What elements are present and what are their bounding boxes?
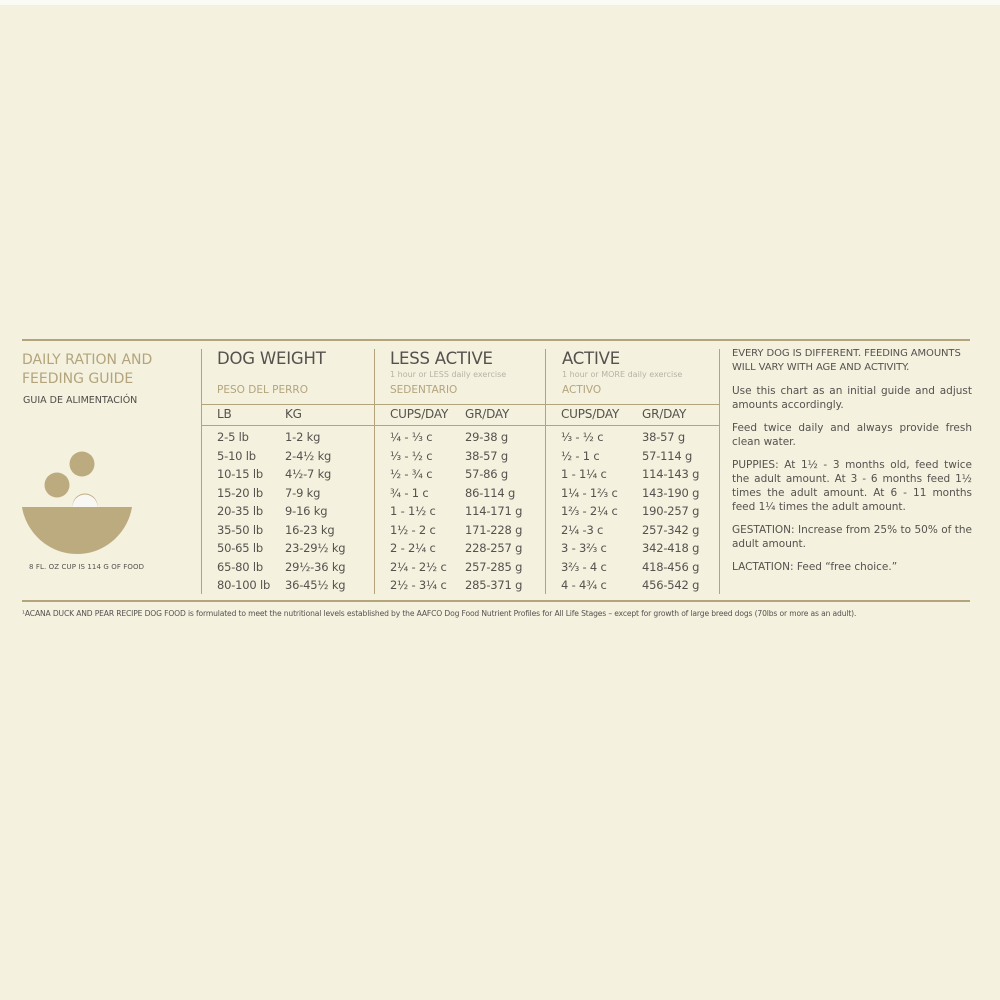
cell-act-cups: 4 - 4¾ c: [561, 578, 607, 592]
column-header-active-cups: CUPS/DAY: [561, 407, 620, 421]
header-rule-top: [201, 404, 719, 405]
column-header-kg: KG: [285, 407, 302, 421]
kibble-icon: [70, 452, 95, 477]
column-header-less-cups: CUPS/DAY: [390, 407, 449, 421]
cell-kg: 23-29½ kg: [285, 541, 346, 555]
table-row: [217, 465, 714, 484]
guide-subtitle: GUIA DE ALIMENTACIÓN: [23, 395, 138, 406]
section-title-less-active: LESS ACTIVE: [390, 349, 493, 368]
cell-act-cups: ½ - 1 c: [561, 448, 600, 463]
cell-kg: 4½-7 kg: [285, 467, 332, 481]
cell-act-gr: 257-342 g: [642, 522, 700, 537]
table-row: [217, 502, 714, 521]
cell-lb: 50-65 lb: [217, 541, 263, 555]
cell-less-cups: ¼ - ⅓ c: [390, 430, 433, 444]
section-title-active: ACTIVE: [562, 349, 620, 368]
section-spanish-less-active: SEDENTARIO: [390, 384, 458, 396]
table-row: [217, 484, 714, 503]
cell-less-gr: 86-114 g: [465, 485, 516, 500]
cell-act-cups: 2¼ -3 c: [561, 522, 604, 537]
note-puppies: PUPPIES: At 1½ - 3 months old, feed twice the adult amount. At 3 - 6 months feed 1½ times the adult amount. At 6 - 11 months feed 1¼ times the adult amount.: [732, 459, 972, 513]
table-row: [217, 521, 714, 540]
bottom-rule: [22, 600, 970, 602]
cell-less-cups: ½ - ¾ c: [390, 467, 433, 481]
table-row: [217, 539, 714, 558]
table-row: [217, 428, 714, 447]
bowl-shape: [22, 507, 132, 554]
top-strip: [0, 0, 1000, 5]
cell-less-cups: 2¼ - 2½ c: [390, 559, 447, 574]
cell-act-gr: 57-114 g: [642, 448, 693, 463]
table-row: [217, 558, 714, 577]
cell-act-gr: 418-456 g: [642, 559, 700, 574]
cell-less-cups: ⅓ - ½ c: [390, 448, 433, 463]
kibble-icon: [45, 473, 70, 498]
cell-less-cups: 1 - 1½ c: [390, 504, 436, 518]
cell-kg: 16-23 kg: [285, 522, 335, 537]
note-lactation: LACTATION: Feed “free choice.”: [732, 561, 898, 573]
cell-kg: 1-2 kg: [285, 430, 321, 444]
cell-kg: 9-16 kg: [285, 504, 328, 518]
food-bowl-icon: [20, 448, 136, 558]
section-sub-active: 1 hour or MORE daily exercise: [562, 370, 683, 379]
cell-act-cups: ⅓ - ½ c: [561, 430, 604, 444]
cell-lb: 65-80 lb: [217, 559, 263, 574]
cell-lb: 80-100 lb: [217, 578, 271, 592]
cell-less-gr: 285-371 g: [465, 578, 523, 592]
cell-lb: 5-10 lb: [217, 448, 256, 463]
cell-less-cups: ¾ - 1 c: [390, 485, 429, 500]
feeding-notes: [732, 347, 972, 574]
cell-act-gr: 456-542 g: [642, 578, 700, 592]
cell-less-gr: 29-38 g: [465, 430, 508, 444]
header-rule-bottom: [201, 425, 719, 426]
table-row: [217, 447, 714, 466]
section-spanish-active: ACTIVO: [562, 384, 602, 396]
note-every-dog: EVERY DOG IS DIFFERENT. FEEDING AMOUNTS WILL VARY WITH AGE AND ACTIVITY.: [732, 348, 961, 373]
column-header-active-gr: GR/DAY: [642, 407, 687, 421]
guide-title: DAILY RATION AND FEEDING GUIDE: [22, 352, 153, 387]
cell-act-cups: 1⅔ - 2¼ c: [561, 504, 618, 518]
cell-kg: 7-9 kg: [285, 485, 321, 500]
divider-weight: [201, 349, 202, 594]
section-title-dog-weight: DOG WEIGHT: [217, 349, 326, 368]
cell-act-cups: 1 - 1¼ c: [561, 467, 607, 481]
cell-act-gr: 114-143 g: [642, 467, 700, 481]
cell-lb: 10-15 lb: [217, 467, 263, 481]
cell-kg: 29½-36 kg: [285, 559, 346, 574]
note-gestation: GESTATION: Increase from 25% to 50% of the adult amount.: [732, 524, 972, 550]
top-rule: [22, 339, 970, 341]
cell-less-cups: 1½ - 2 c: [390, 522, 436, 537]
cell-less-gr: 114-171 g: [465, 504, 523, 518]
cell-less-gr: 171-228 g: [465, 522, 523, 537]
cell-act-cups: 3⅔ - 4 c: [561, 559, 607, 574]
table-row: [217, 576, 714, 595]
cell-act-gr: 143-190 g: [642, 485, 700, 500]
section-sub-less-active: 1 hour or LESS daily exercise: [390, 370, 507, 379]
cell-lb: 35-50 lb: [217, 522, 263, 537]
cell-less-cups: 2 - 2¼ c: [390, 541, 436, 555]
cell-act-gr: 38-57 g: [642, 430, 685, 444]
cell-lb: 2-5 lb: [217, 430, 249, 444]
feeding-table: [217, 428, 714, 595]
note-feed-twice: Feed twice daily and always provide fresh clean water.: [732, 422, 972, 448]
cell-less-gr: 257-285 g: [465, 559, 523, 574]
cell-kg: 36-45½ kg: [285, 578, 346, 592]
cell-less-gr: 38-57 g: [465, 448, 508, 463]
divider-notes: [719, 349, 720, 594]
cell-kg: 2-4½ kg: [285, 448, 332, 463]
cup-measure-note: 8 FL. OZ CUP IS 114 G OF FOOD: [29, 563, 145, 571]
cell-less-cups: 2½ - 3¼ c: [390, 578, 447, 592]
cell-less-gr: 228-257 g: [465, 541, 523, 555]
cell-act-cups: 1¼ - 1⅔ c: [561, 485, 618, 500]
column-header-lb: LB: [217, 407, 232, 421]
note-initial-guide: Use this chart as an initial guide and adjust amounts accordingly.: [732, 385, 972, 411]
cell-lb: 20-35 lb: [217, 504, 263, 518]
aafco-footnote: ¹ACANA DUCK AND PEAR RECIPE DOG FOOD is formulated to meet the nutritional levels established by the AAFCO Dog Food Nutrient Profiles for All Life Stages – except for growth of large breed dogs (70lbs or more as an adult).: [22, 609, 857, 618]
cell-act-gr: 190-257 g: [642, 504, 700, 518]
cell-act-cups: 3 - 3⅔ c: [561, 541, 607, 555]
cell-act-gr: 342-418 g: [642, 541, 700, 555]
column-header-less-gr: GR/DAY: [465, 407, 510, 421]
section-spanish-dog-weight: PESO DEL PERRO: [217, 384, 308, 396]
cell-less-gr: 57-86 g: [465, 467, 508, 481]
cell-lb: 15-20 lb: [217, 485, 263, 500]
